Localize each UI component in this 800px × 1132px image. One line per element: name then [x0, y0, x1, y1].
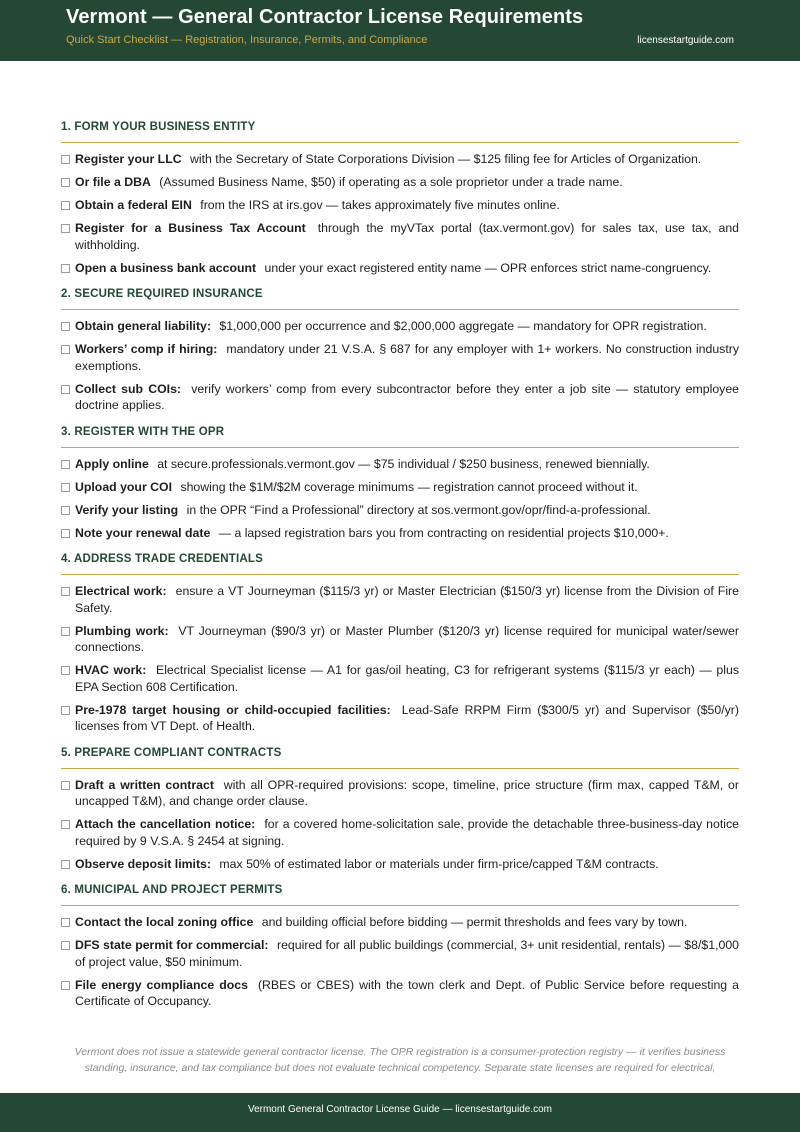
- page-subtitle: Quick Start Checklist — Registration, Insurance, Permits, and Compliance: [66, 34, 428, 46]
- item-text: for a covered home-solicitation sale, provide the detachable three-business-day notice required by 9 V.S.A. § 2454 at signing.: [75, 817, 739, 848]
- item-text: max 50% of estimated labor or materials under firm-price/capped T&M contracts.: [219, 856, 659, 871]
- item-text: showing the $1M/$2M coverage minimums — registration cannot proceed without it.: [180, 479, 638, 494]
- item-lead: Contact the local zoning office: [75, 915, 254, 929]
- item-text: and building official before bidding — permit thresholds and fees vary by town.: [261, 915, 688, 929]
- checkbox-icon[interactable]: [61, 820, 70, 829]
- site-url: licensestartguide.com: [637, 35, 734, 46]
- checkbox-icon[interactable]: [61, 264, 70, 273]
- checkbox-icon[interactable]: [61, 385, 70, 394]
- checkbox-icon[interactable]: [61, 981, 70, 990]
- checklist-item: [61, 702, 739, 735]
- checkbox-icon[interactable]: [61, 322, 70, 331]
- checkbox-icon[interactable]: [61, 918, 70, 927]
- page-title: Vermont — General Contractor License Requirements: [66, 6, 584, 28]
- item-lead: Obtain general liability:: [75, 319, 211, 333]
- checklist-content: [61, 121, 739, 1022]
- item-lead: Observe deposit limits:: [75, 856, 211, 871]
- checkbox-icon[interactable]: [61, 941, 70, 950]
- item-text: at secure.professionals.vermont.gov — $75 individual / $250 business, renewed biennially.: [157, 456, 650, 471]
- item-text: — a lapsed registration bars you from contracting on residential projects $10,000+.: [218, 525, 669, 540]
- checklist-section: [61, 121, 739, 276]
- item-lead: Attach the cancellation notice:: [75, 817, 256, 831]
- section-title: 6. MUNICIPAL AND PROJECT PERMITS: [61, 884, 739, 906]
- checklist-item: [61, 662, 739, 695]
- checklist-item: [61, 174, 739, 191]
- item-lead: Open a business bank account: [75, 260, 257, 275]
- checklist-item: [61, 260, 739, 277]
- item-text: from the IRS at irs.gov — takes approximately five minutes online.: [200, 198, 560, 212]
- checklist-item: [61, 777, 739, 810]
- item-text: VT Journeyman ($90/3 yr) or Master Plumber ($120/3 yr) license required for municipal water/sewer connections.: [75, 623, 739, 654]
- checkbox-icon[interactable]: [61, 666, 70, 675]
- checklist-section: [61, 288, 739, 414]
- item-lead: Register your LLC: [75, 152, 182, 166]
- item-text: with all OPR-required provisions: scope, timeline, price structure (firm max, capped T&M, or uncapped T&M), and change order clause.: [75, 777, 739, 808]
- page-footer: Vermont General Contractor License Guide — licensestartguide.com: [0, 1093, 800, 1132]
- checkbox-icon[interactable]: [61, 345, 70, 354]
- section-title: 5. PREPARE COMPLIANT CONTRACTS: [61, 747, 739, 769]
- checklist-section: [61, 426, 739, 542]
- item-lead: Obtain a federal EIN: [75, 198, 192, 212]
- item-lead: Pre-1978 target housing or child-occupied facilities:: [75, 702, 391, 717]
- checklist-item: [61, 856, 739, 873]
- item-text: with the Secretary of State Corporations Division — $125 filing fee for Articles of Organization.: [190, 152, 702, 166]
- page-header: [0, 0, 800, 61]
- checklist-item: [61, 151, 739, 168]
- checklist-item: [61, 816, 739, 849]
- checkbox-icon[interactable]: [61, 155, 70, 164]
- checkbox-icon[interactable]: [61, 781, 70, 790]
- checklist-item: [61, 456, 739, 473]
- checklist-item: [61, 381, 739, 414]
- item-lead: Upload your COI: [75, 479, 173, 494]
- section-title: 1. FORM YOUR BUSINESS ENTITY: [61, 121, 739, 143]
- checklist-item: [61, 318, 739, 335]
- footnote: Vermont does not issue a statewide general contractor license. The OPR registration is a consumer-protection registry — it verifies business standing, insurance, and tax compliance but does not evaluate technical competency. Separate state licenses are required for electrical,: [74, 1046, 726, 1074]
- item-lead: Note your renewal date: [75, 525, 211, 540]
- checklist-section: [61, 553, 739, 735]
- checklist-item: [61, 937, 739, 970]
- item-lead: Electrical work:: [75, 584, 167, 598]
- item-lead: Draft a written contract: [75, 777, 214, 792]
- item-lead: Or file a DBA: [75, 175, 151, 189]
- item-lead: Register for a Business Tax Account: [75, 221, 306, 235]
- checklist-item: [61, 502, 739, 519]
- item-text: required for all public buildings (commercial, 3+ unit residential, rentals) — $8/$1,000 of project value, $50 minimum.: [75, 938, 740, 969]
- item-lead: DFS state permit for commercial:: [75, 938, 269, 952]
- checklist-item: [61, 914, 739, 931]
- checklist-item: [61, 977, 739, 1010]
- checklist-item: [61, 525, 739, 542]
- item-text: Lead-Safe RRPM Firm ($300/5 yr) and Supervisor ($50/yr) licenses from VT Dept. of Health.: [75, 702, 739, 733]
- checkbox-icon[interactable]: [61, 483, 70, 492]
- item-lead: Workers’ comp if hiring:: [75, 342, 218, 356]
- checkbox-icon[interactable]: [61, 529, 70, 538]
- checkbox-icon[interactable]: [61, 860, 70, 869]
- item-lead: Collect sub COIs:: [75, 381, 182, 396]
- item-text: ensure a VT Journeyman ($115/3 yr) or Master Electrician ($150/3 yr) license from the Division of Fire Safety.: [75, 584, 739, 615]
- checklist-item: [61, 220, 739, 253]
- checklist-item: [61, 583, 739, 616]
- item-text: verify workers’ comp from every subcontractor before they enter a job site — statutory employee doctrine applies.: [75, 381, 739, 412]
- item-text: (Assumed Business Name, $50) if operating as a sole proprietor under a trade name.: [159, 175, 623, 189]
- checklist-item: [61, 479, 739, 496]
- checkbox-icon[interactable]: [61, 201, 70, 210]
- checkbox-icon[interactable]: [61, 627, 70, 636]
- item-text: Electrical Specialist license — A1 for gas/oil heating, C3 for refrigerant systems ($115/3 yr each) — plus EPA Section 608 Certification.: [75, 663, 739, 694]
- checklist-section: [61, 884, 739, 1010]
- checkbox-icon[interactable]: [61, 587, 70, 596]
- item-lead: File energy compliance docs: [75, 977, 248, 992]
- checklist-item: [61, 197, 739, 214]
- section-title: 2. SECURE REQUIRED INSURANCE: [61, 288, 739, 310]
- item-text: $1,000,000 per occurrence and $2,000,000 aggregate — mandatory for OPR registration.: [219, 319, 707, 333]
- item-text: (RBES or CBES) with the town clerk and Dept. of Public Service before requesting a Certificate of Occupancy.: [75, 977, 739, 1008]
- checklist-item: [61, 341, 739, 374]
- item-lead: Plumbing work:: [75, 623, 169, 638]
- checkbox-icon[interactable]: [61, 178, 70, 187]
- checklist-section: [61, 747, 739, 873]
- section-title: 3. REGISTER WITH THE OPR: [61, 426, 739, 448]
- checkbox-icon[interactable]: [61, 706, 70, 715]
- item-lead: Apply online: [75, 456, 149, 471]
- section-title: 4. ADDRESS TRADE CREDENTIALS: [61, 553, 739, 575]
- checkbox-icon[interactable]: [61, 460, 70, 469]
- checklist-item: [61, 623, 739, 656]
- item-text: mandatory under 21 V.S.A. § 687 for any employer with 1+ workers. No construction industry exemptions.: [75, 342, 739, 373]
- item-lead: HVAC work:: [75, 663, 147, 677]
- checkbox-icon[interactable]: [61, 506, 70, 515]
- item-lead: Verify your listing: [75, 502, 179, 517]
- item-text: under your exact registered entity name — OPR enforces strict name-congruency.: [264, 260, 712, 275]
- item-text: through the myVTax portal (tax.vermont.gov) for sales tax, use tax, and withholding.: [75, 221, 739, 252]
- item-text: in the OPR “Find a Professional” directory at sos.vermont.gov/opr/find-a-professional.: [186, 502, 651, 517]
- checkbox-icon[interactable]: [61, 224, 70, 233]
